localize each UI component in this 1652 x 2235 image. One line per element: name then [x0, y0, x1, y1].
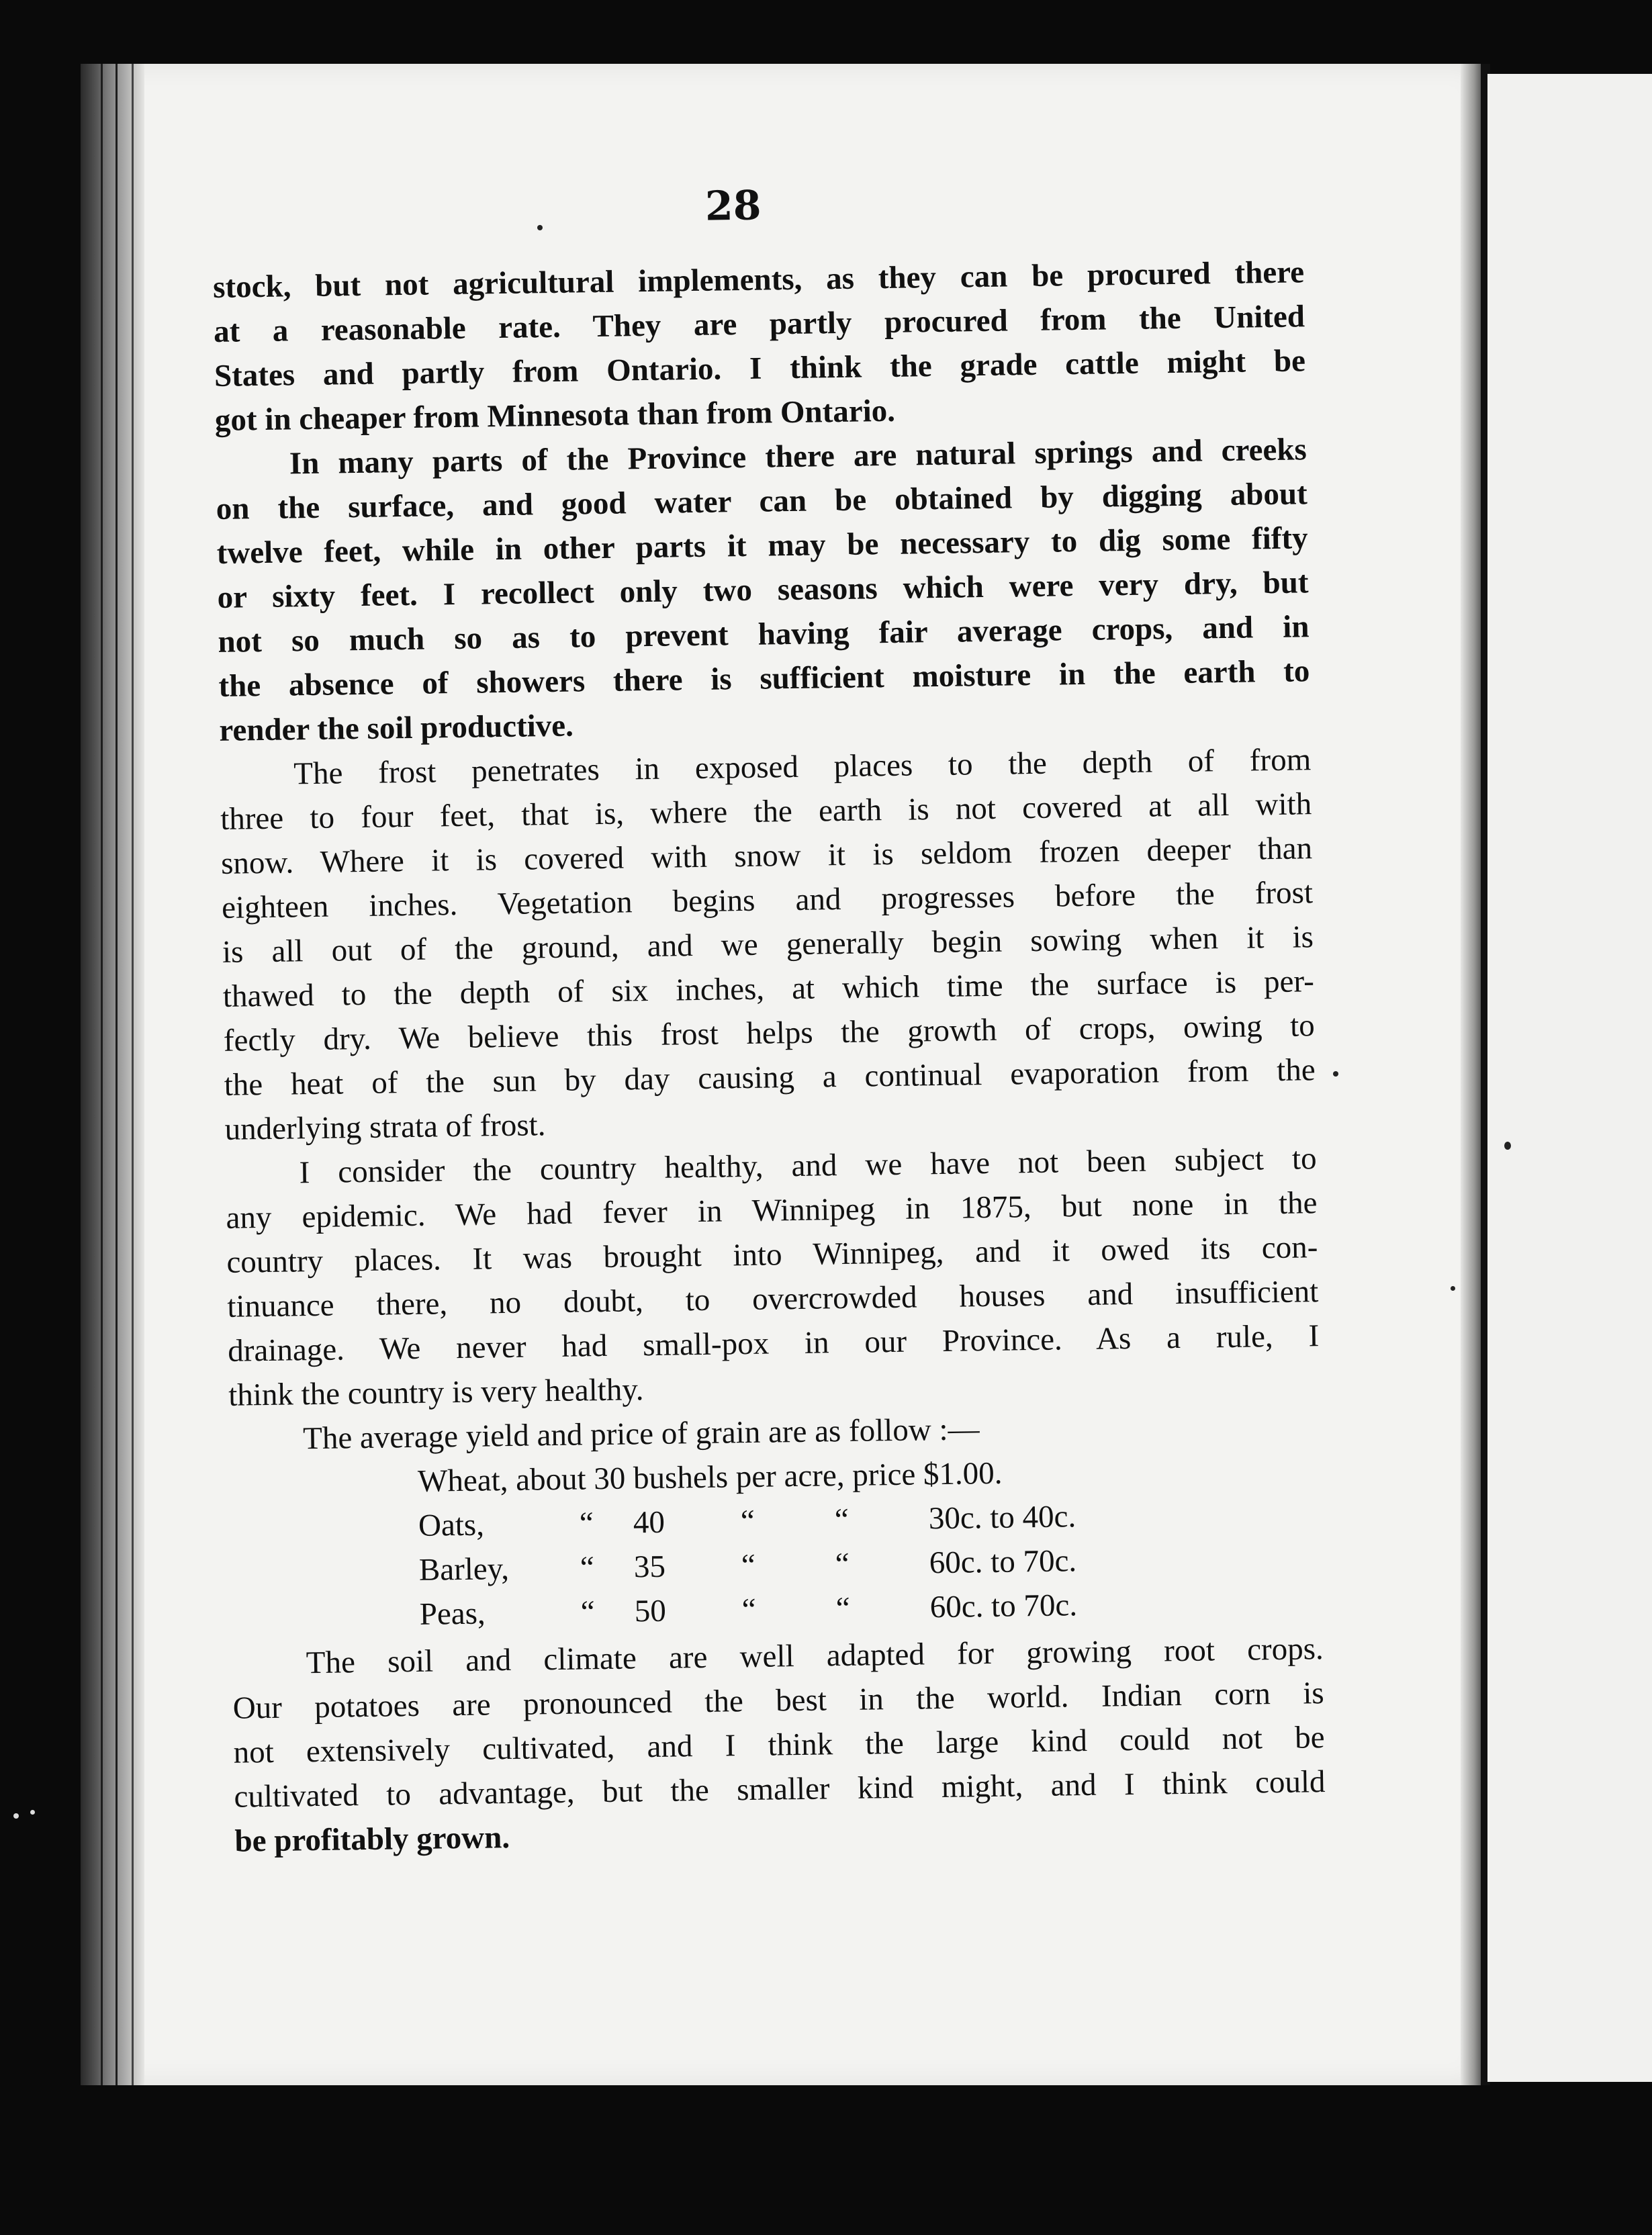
text-line: twelve feet, while in other parts it may be necessary to dig some fifty	[216, 520, 1308, 571]
price-value: 60c. to 70c.	[929, 1543, 1077, 1581]
text-line: underlying strata of frost.	[224, 1107, 546, 1147]
paragraph	[225, 1136, 1320, 1418]
text-line: In many parts of the Province there are natural springs and creeks	[289, 432, 1307, 482]
binding-edge	[132, 64, 134, 2085]
paragraph	[232, 1627, 1326, 1864]
grain-yield-table	[230, 1447, 1324, 1639]
text-line: I consider the country healthy, and we have not been subject to	[299, 1141, 1317, 1191]
ditto-mark: “	[834, 1502, 850, 1538]
page-binding	[81, 64, 144, 2085]
bushels-value: 50	[634, 1593, 667, 1629]
text-line: Our potatoes are pronounced the best in the world. Indian corn is	[232, 1676, 1324, 1726]
ditto-mark: “	[741, 1547, 756, 1584]
text-line: not so much so as to prevent having fair average crops, and in	[218, 609, 1310, 659]
ditto-mark: “	[835, 1590, 850, 1627]
ditto-mark: “	[580, 1550, 595, 1586]
text-line: The average yield and price of grain are as follow :—	[302, 1412, 980, 1457]
text-line: not extensively cultivated, and I think the large kind could not be	[233, 1720, 1325, 1770]
page-number: 28	[704, 182, 762, 230]
text-line: got in cheaper from Minnesota than from Ontario.	[214, 393, 896, 438]
page-body	[212, 166, 1326, 1863]
text-line: stock, but not agricultural implements, as they can be procured there	[212, 255, 1305, 305]
bushels-value: 40	[633, 1504, 666, 1541]
text-line: render the soil productive.	[219, 708, 574, 748]
ditto-mark: “	[741, 1592, 757, 1628]
paragraph	[220, 737, 1316, 1152]
text-line: snow. Where it is covered with snow it is seldom frozen deeper than	[220, 831, 1313, 881]
scan-speck	[1451, 1286, 1455, 1291]
grain-name: Peas,	[419, 1596, 486, 1632]
ditto-mark: “	[835, 1546, 850, 1582]
text-line: three to four feet, that is, where the earth is not covered at all with	[220, 786, 1312, 837]
text-line: thawed to the depth of six inches, at which time the surface is per-	[222, 964, 1315, 1014]
text-line: The frost penetrates in exposed places to the depth of from	[293, 742, 1312, 792]
text-line: or sixty feet. I recollect only two seasons which were very dry, but	[217, 565, 1309, 615]
text-line: the heat of the sun by day causing a continual evaporation from the	[224, 1052, 1316, 1103]
text-line: country places. It was brought into Winnipeg, and it owed its con-	[226, 1230, 1318, 1280]
grain-name: Barley,	[418, 1551, 510, 1588]
scan-speck	[1333, 1071, 1338, 1077]
price-value: 60c. to 70c.	[929, 1588, 1078, 1625]
bushels-value: 35	[633, 1549, 666, 1585]
text-line: any epidemic. We had fever in Winnipeg in 1875, but none in the	[226, 1185, 1318, 1236]
paragraph	[213, 250, 1307, 443]
text-line: on the surface, and good water can be obtained by digging about	[216, 476, 1308, 527]
facing-page	[1487, 74, 1652, 2082]
text-line: drainage. We never had small-pox in our Province. As a rule, I	[227, 1318, 1320, 1369]
text-line: fectly dry. We believe this frost helps the growth of crops, owing to	[223, 1008, 1316, 1058]
text-line: is all out of the ground, and we generally begin sowing when it is	[222, 919, 1314, 970]
text-line: cultivated to advantage, but the smaller kind might, and I think could	[234, 1764, 1326, 1815]
text-line: States and partly from Ontario. I think the grade cattle might be	[214, 343, 1306, 394]
scan-speck	[1504, 1142, 1511, 1150]
ditto-mark: “	[580, 1594, 596, 1630]
text-line: The soil and climate are well adapted for growing root crops.	[306, 1631, 1324, 1681]
ditto-mark: “	[740, 1503, 755, 1539]
text-line: think the country is very healthy.	[228, 1372, 644, 1413]
scan-speck	[13, 1813, 19, 1819]
text-line: the absence of showers there is sufficient moisture in the earth to	[218, 653, 1310, 704]
text-line: at a reasonable rate. They are partly procured from the United	[213, 299, 1305, 349]
binding-edge	[101, 64, 103, 2085]
grain-name: Oats,	[418, 1507, 485, 1543]
scan-speck	[537, 225, 543, 230]
text-line: tinuance there, no doubt, to overcrowded houses and insufficient	[227, 1274, 1319, 1324]
table-cell: Wheat, about 30 bushels per acre, price $1.00.	[417, 1455, 1003, 1499]
text-line: eighteen inches. Vegetation begins and progresses before the frost	[221, 875, 1314, 925]
price-value: 30c. to 40c.	[928, 1499, 1076, 1537]
binding-edge	[116, 64, 118, 2085]
text-line: be profitably grown.	[234, 1820, 510, 1859]
paragraph	[215, 427, 1310, 753]
scan-speck	[30, 1810, 35, 1815]
ditto-mark: “	[579, 1506, 594, 1541]
